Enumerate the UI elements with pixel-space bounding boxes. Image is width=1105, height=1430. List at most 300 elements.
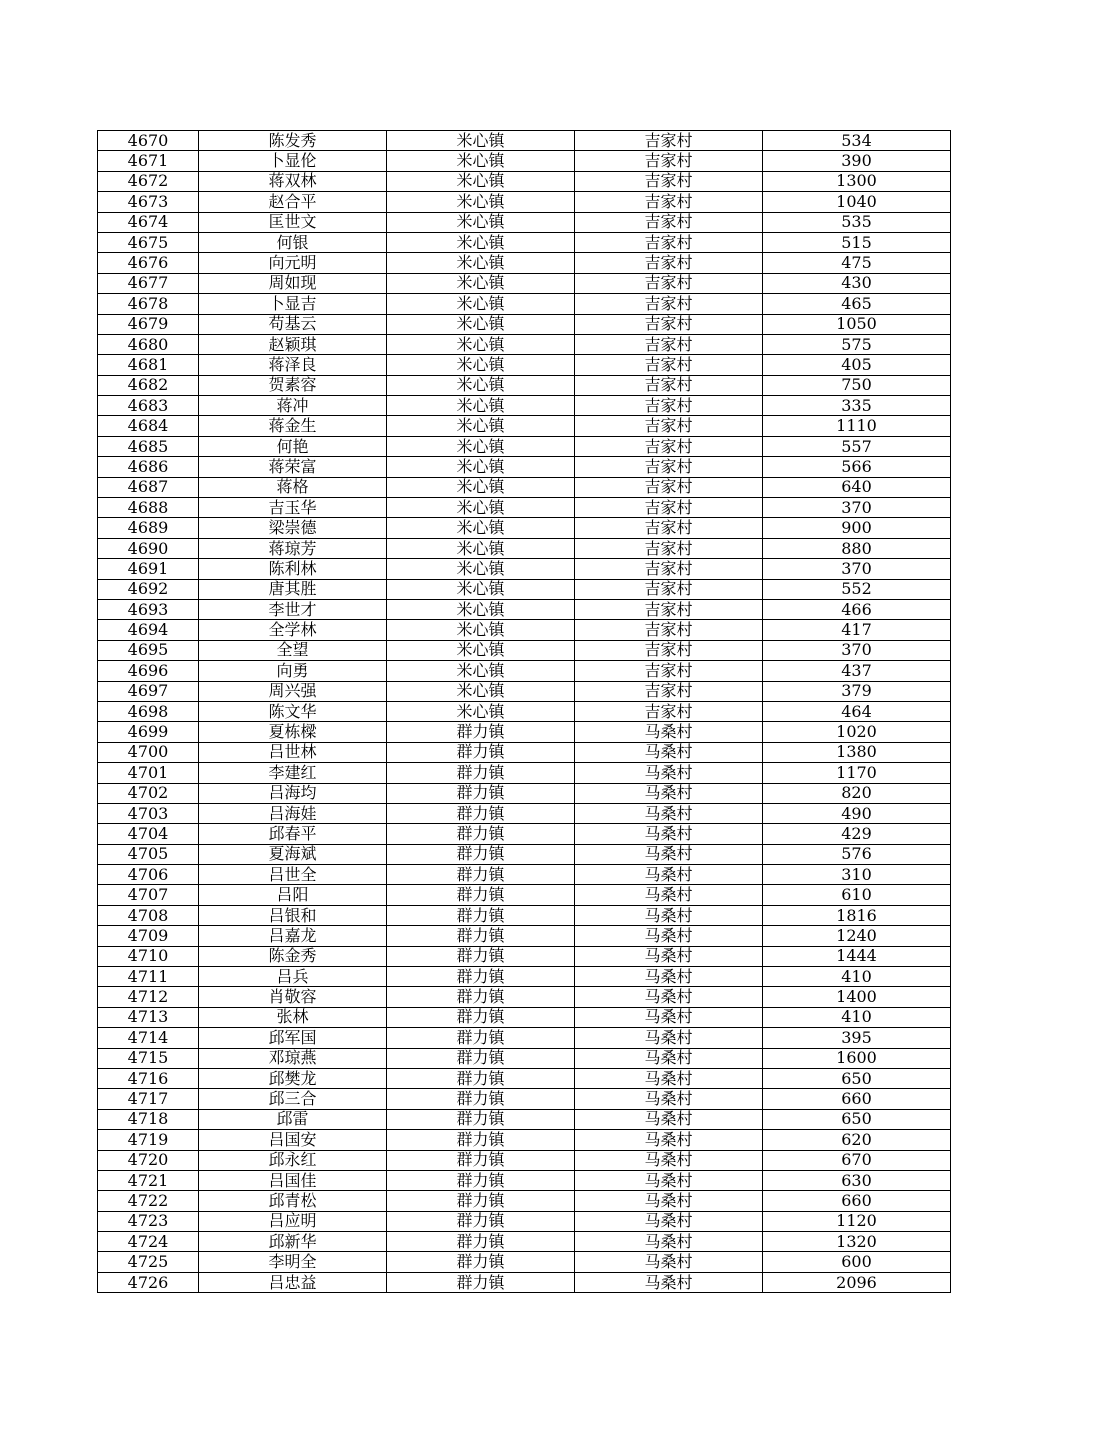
village-cell: 吉家村 <box>575 171 763 191</box>
table-row <box>98 885 951 905</box>
table-row <box>98 1211 951 1231</box>
village-cell: 马桑村 <box>575 1191 763 1211</box>
name-cell: 梁崇德 <box>199 518 387 538</box>
table-row <box>98 171 951 191</box>
row-number-cell: 4679 <box>98 314 199 334</box>
town-cell: 群力镇 <box>387 742 575 762</box>
amount-cell: 1320 <box>763 1232 951 1252</box>
row-number-cell: 4711 <box>98 967 199 987</box>
amount-cell: 405 <box>763 355 951 375</box>
amount-cell: 1300 <box>763 171 951 191</box>
town-cell: 米心镇 <box>387 253 575 273</box>
amount-cell: 490 <box>763 803 951 823</box>
town-cell: 群力镇 <box>387 1272 575 1292</box>
name-cell: 蒋琼芳 <box>199 538 387 558</box>
name-cell: 苟基云 <box>199 314 387 334</box>
village-cell: 吉家村 <box>575 436 763 456</box>
amount-cell: 410 <box>763 1007 951 1027</box>
village-cell: 吉家村 <box>575 559 763 579</box>
name-cell: 吕兵 <box>199 967 387 987</box>
row-number-cell: 4713 <box>98 1007 199 1027</box>
amount-cell: 750 <box>763 375 951 395</box>
row-number-cell: 4674 <box>98 212 199 232</box>
amount-cell: 410 <box>763 967 951 987</box>
amount-cell: 1050 <box>763 314 951 334</box>
row-number-cell: 4707 <box>98 885 199 905</box>
table-row <box>98 436 951 456</box>
town-cell: 米心镇 <box>387 457 575 477</box>
town-cell: 米心镇 <box>387 661 575 681</box>
row-number-cell: 4695 <box>98 640 199 660</box>
town-cell: 米心镇 <box>387 498 575 518</box>
town-cell: 群力镇 <box>387 763 575 783</box>
town-cell: 群力镇 <box>387 946 575 966</box>
amount-cell: 552 <box>763 579 951 599</box>
amount-cell: 880 <box>763 538 951 558</box>
amount-cell: 1020 <box>763 722 951 742</box>
row-number-cell: 4716 <box>98 1068 199 1088</box>
amount-cell: 557 <box>763 436 951 456</box>
amount-cell: 566 <box>763 457 951 477</box>
table-row <box>98 1130 951 1150</box>
row-number-cell: 4712 <box>98 987 199 1007</box>
town-cell: 米心镇 <box>387 294 575 314</box>
town-cell: 群力镇 <box>387 1028 575 1048</box>
amount-cell: 534 <box>763 131 951 151</box>
name-cell: 全望 <box>199 640 387 660</box>
row-number-cell: 4700 <box>98 742 199 762</box>
amount-cell: 390 <box>763 151 951 171</box>
town-cell: 米心镇 <box>387 538 575 558</box>
name-cell: 吕国安 <box>199 1130 387 1150</box>
village-cell: 马桑村 <box>575 844 763 864</box>
row-number-cell: 4682 <box>98 375 199 395</box>
name-cell: 吕世林 <box>199 742 387 762</box>
town-cell: 米心镇 <box>387 355 575 375</box>
row-number-cell: 4718 <box>98 1109 199 1129</box>
name-cell: 向勇 <box>199 661 387 681</box>
amount-cell: 515 <box>763 232 951 252</box>
row-number-cell: 4721 <box>98 1170 199 1190</box>
town-cell: 米心镇 <box>387 151 575 171</box>
village-cell: 马桑村 <box>575 926 763 946</box>
row-number-cell: 4719 <box>98 1130 199 1150</box>
row-number-cell: 4690 <box>98 538 199 558</box>
table-row <box>98 1048 951 1068</box>
name-cell: 张林 <box>199 1007 387 1027</box>
table-row <box>98 1028 951 1048</box>
row-number-cell: 4710 <box>98 946 199 966</box>
village-cell: 吉家村 <box>575 640 763 660</box>
table-row <box>98 294 951 314</box>
name-cell: 向元明 <box>199 253 387 273</box>
name-cell: 邱樊龙 <box>199 1068 387 1088</box>
name-cell: 吕嘉龙 <box>199 926 387 946</box>
town-cell: 群力镇 <box>387 1068 575 1088</box>
village-cell: 吉家村 <box>575 457 763 477</box>
name-cell: 陈利林 <box>199 559 387 579</box>
table-row <box>98 987 951 1007</box>
table-row <box>98 844 951 864</box>
town-cell: 米心镇 <box>387 396 575 416</box>
table-row <box>98 559 951 579</box>
village-cell: 马桑村 <box>575 763 763 783</box>
row-number-cell: 4688 <box>98 498 199 518</box>
table-row <box>98 1252 951 1272</box>
name-cell: 吕应明 <box>199 1211 387 1231</box>
row-number-cell: 4677 <box>98 273 199 293</box>
table-row <box>98 1007 951 1027</box>
amount-cell: 464 <box>763 701 951 721</box>
amount-cell: 1380 <box>763 742 951 762</box>
village-cell: 马桑村 <box>575 1272 763 1292</box>
amount-cell: 650 <box>763 1068 951 1088</box>
table-row <box>98 232 951 252</box>
table-row <box>98 457 951 477</box>
name-cell: 邱永红 <box>199 1150 387 1170</box>
town-cell: 群力镇 <box>387 1170 575 1190</box>
village-cell: 马桑村 <box>575 865 763 885</box>
town-cell: 群力镇 <box>387 885 575 905</box>
row-number-cell: 4723 <box>98 1211 199 1231</box>
amount-cell: 1170 <box>763 763 951 783</box>
town-cell: 群力镇 <box>387 1130 575 1150</box>
table-row <box>98 926 951 946</box>
village-cell: 马桑村 <box>575 885 763 905</box>
table-row <box>98 518 951 538</box>
name-cell: 赵合平 <box>199 192 387 212</box>
amount-cell: 1040 <box>763 192 951 212</box>
village-cell: 吉家村 <box>575 151 763 171</box>
name-cell: 夏海斌 <box>199 844 387 864</box>
town-cell: 群力镇 <box>387 865 575 885</box>
town-cell: 群力镇 <box>387 987 575 1007</box>
amount-cell: 630 <box>763 1170 951 1190</box>
row-number-cell: 4671 <box>98 151 199 171</box>
town-cell: 米心镇 <box>387 192 575 212</box>
table-row <box>98 579 951 599</box>
village-cell: 吉家村 <box>575 294 763 314</box>
amount-cell: 1240 <box>763 926 951 946</box>
village-cell: 吉家村 <box>575 620 763 640</box>
name-cell: 匡世文 <box>199 212 387 232</box>
name-cell: 邱雷 <box>199 1109 387 1129</box>
amount-cell: 2096 <box>763 1272 951 1292</box>
amount-cell: 650 <box>763 1109 951 1129</box>
row-number-cell: 4675 <box>98 232 199 252</box>
table-row <box>98 1150 951 1170</box>
name-cell: 邓琼燕 <box>199 1048 387 1068</box>
row-number-cell: 4717 <box>98 1089 199 1109</box>
amount-cell: 437 <box>763 661 951 681</box>
row-number-cell: 4714 <box>98 1028 199 1048</box>
name-cell: 夏栋樑 <box>199 722 387 742</box>
row-number-cell: 4689 <box>98 518 199 538</box>
row-number-cell: 4702 <box>98 783 199 803</box>
town-cell: 群力镇 <box>387 783 575 803</box>
town-cell: 米心镇 <box>387 599 575 619</box>
village-cell: 马桑村 <box>575 1232 763 1252</box>
name-cell: 卜显吉 <box>199 294 387 314</box>
row-number-cell: 4673 <box>98 192 199 212</box>
table-row <box>98 824 951 844</box>
row-number-cell: 4708 <box>98 905 199 925</box>
name-cell: 吉玉华 <box>199 498 387 518</box>
town-cell: 群力镇 <box>387 1252 575 1272</box>
table-row <box>98 1272 951 1292</box>
table-row <box>98 396 951 416</box>
village-cell: 吉家村 <box>575 334 763 354</box>
row-number-cell: 4681 <box>98 355 199 375</box>
village-cell: 马桑村 <box>575 1028 763 1048</box>
row-number-cell: 4670 <box>98 131 199 151</box>
name-cell: 全学林 <box>199 620 387 640</box>
village-cell: 马桑村 <box>575 1130 763 1150</box>
name-cell: 蒋双林 <box>199 171 387 191</box>
amount-cell: 820 <box>763 783 951 803</box>
name-cell: 吕银和 <box>199 905 387 925</box>
village-cell: 马桑村 <box>575 783 763 803</box>
village-cell: 马桑村 <box>575 1109 763 1129</box>
table-row <box>98 763 951 783</box>
table-row <box>98 803 951 823</box>
village-cell: 马桑村 <box>575 1252 763 1272</box>
name-cell: 蒋荣富 <box>199 457 387 477</box>
name-cell: 陈文华 <box>199 701 387 721</box>
town-cell: 米心镇 <box>387 518 575 538</box>
row-number-cell: 4692 <box>98 579 199 599</box>
amount-cell: 670 <box>763 1150 951 1170</box>
table-row <box>98 212 951 232</box>
name-cell: 李建红 <box>199 763 387 783</box>
village-cell: 吉家村 <box>575 375 763 395</box>
table-row <box>98 946 951 966</box>
amount-cell: 535 <box>763 212 951 232</box>
amount-cell: 310 <box>763 865 951 885</box>
town-cell: 群力镇 <box>387 1048 575 1068</box>
name-cell: 蒋金生 <box>199 416 387 436</box>
village-cell: 吉家村 <box>575 314 763 334</box>
amount-cell: 576 <box>763 844 951 864</box>
table-row <box>98 355 951 375</box>
village-cell: 马桑村 <box>575 1048 763 1068</box>
town-cell: 群力镇 <box>387 967 575 987</box>
table-row <box>98 865 951 885</box>
table-row <box>98 722 951 742</box>
town-cell: 群力镇 <box>387 1232 575 1252</box>
village-cell: 马桑村 <box>575 987 763 1007</box>
row-number-cell: 4698 <box>98 701 199 721</box>
row-number-cell: 4691 <box>98 559 199 579</box>
row-number-cell: 4687 <box>98 477 199 497</box>
name-cell: 李明全 <box>199 1252 387 1272</box>
row-number-cell: 4709 <box>98 926 199 946</box>
table-row <box>98 967 951 987</box>
name-cell: 蒋冲 <box>199 396 387 416</box>
table-row <box>98 1170 951 1190</box>
village-cell: 吉家村 <box>575 579 763 599</box>
name-cell: 吕阳 <box>199 885 387 905</box>
row-number-cell: 4683 <box>98 396 199 416</box>
table-row <box>98 599 951 619</box>
name-cell: 吕海均 <box>199 783 387 803</box>
row-number-cell: 4703 <box>98 803 199 823</box>
table-row <box>98 151 951 171</box>
amount-cell: 620 <box>763 1130 951 1150</box>
village-cell: 马桑村 <box>575 1150 763 1170</box>
town-cell: 米心镇 <box>387 171 575 191</box>
village-cell: 吉家村 <box>575 192 763 212</box>
amount-cell: 660 <box>763 1191 951 1211</box>
name-cell: 卜显伦 <box>199 151 387 171</box>
amount-cell: 335 <box>763 396 951 416</box>
table-row <box>98 375 951 395</box>
town-cell: 米心镇 <box>387 701 575 721</box>
town-cell: 米心镇 <box>387 131 575 151</box>
village-cell: 马桑村 <box>575 1068 763 1088</box>
name-cell: 肖敬容 <box>199 987 387 1007</box>
village-cell: 吉家村 <box>575 498 763 518</box>
table-row <box>98 1191 951 1211</box>
town-cell: 米心镇 <box>387 232 575 252</box>
village-cell: 马桑村 <box>575 722 763 742</box>
table-row <box>98 620 951 640</box>
village-cell: 马桑村 <box>575 1089 763 1109</box>
name-cell: 陈金秀 <box>199 946 387 966</box>
amount-cell: 475 <box>763 253 951 273</box>
row-number-cell: 4697 <box>98 681 199 701</box>
village-cell: 吉家村 <box>575 681 763 701</box>
table-row <box>98 1232 951 1252</box>
table-row <box>98 661 951 681</box>
name-cell: 蒋格 <box>199 477 387 497</box>
amount-cell: 1816 <box>763 905 951 925</box>
village-cell: 吉家村 <box>575 538 763 558</box>
name-cell: 周兴强 <box>199 681 387 701</box>
row-number-cell: 4696 <box>98 661 199 681</box>
table-row <box>98 681 951 701</box>
table-row <box>98 1068 951 1088</box>
amount-cell: 1600 <box>763 1048 951 1068</box>
table-row <box>98 538 951 558</box>
town-cell: 米心镇 <box>387 559 575 579</box>
row-number-cell: 4705 <box>98 844 199 864</box>
village-cell: 吉家村 <box>575 355 763 375</box>
row-number-cell: 4680 <box>98 334 199 354</box>
village-cell: 吉家村 <box>575 518 763 538</box>
name-cell: 吕世全 <box>199 865 387 885</box>
village-cell: 吉家村 <box>575 396 763 416</box>
amount-cell: 575 <box>763 334 951 354</box>
row-number-cell: 4684 <box>98 416 199 436</box>
row-number-cell: 4722 <box>98 1191 199 1211</box>
table-row <box>98 192 951 212</box>
name-cell: 邱青松 <box>199 1191 387 1211</box>
row-number-cell: 4701 <box>98 763 199 783</box>
town-cell: 米心镇 <box>387 375 575 395</box>
town-cell: 群力镇 <box>387 905 575 925</box>
town-cell: 米心镇 <box>387 620 575 640</box>
name-cell: 周如现 <box>199 273 387 293</box>
amount-cell: 417 <box>763 620 951 640</box>
town-cell: 米心镇 <box>387 273 575 293</box>
name-cell: 吕国佳 <box>199 1170 387 1190</box>
row-number-cell: 4678 <box>98 294 199 314</box>
table-row <box>98 783 951 803</box>
amount-cell: 429 <box>763 824 951 844</box>
amount-cell: 640 <box>763 477 951 497</box>
town-cell: 群力镇 <box>387 1150 575 1170</box>
town-cell: 米心镇 <box>387 681 575 701</box>
name-cell: 赵颖琪 <box>199 334 387 354</box>
data-table <box>97 130 951 1293</box>
row-number-cell: 4693 <box>98 599 199 619</box>
town-cell: 米心镇 <box>387 416 575 436</box>
village-cell: 吉家村 <box>575 416 763 436</box>
town-cell: 米心镇 <box>387 212 575 232</box>
village-cell: 吉家村 <box>575 661 763 681</box>
amount-cell: 660 <box>763 1089 951 1109</box>
village-cell: 吉家村 <box>575 212 763 232</box>
amount-cell: 1400 <box>763 987 951 1007</box>
town-cell: 群力镇 <box>387 824 575 844</box>
town-cell: 群力镇 <box>387 722 575 742</box>
village-cell: 马桑村 <box>575 1211 763 1231</box>
village-cell: 马桑村 <box>575 1170 763 1190</box>
table-row <box>98 1089 951 1109</box>
name-cell: 何艳 <box>199 436 387 456</box>
row-number-cell: 4686 <box>98 457 199 477</box>
name-cell: 邱新华 <box>199 1232 387 1252</box>
amount-cell: 900 <box>763 518 951 538</box>
amount-cell: 370 <box>763 559 951 579</box>
village-cell: 马桑村 <box>575 946 763 966</box>
village-cell: 马桑村 <box>575 742 763 762</box>
town-cell: 群力镇 <box>387 1191 575 1211</box>
row-number-cell: 4672 <box>98 171 199 191</box>
amount-cell: 610 <box>763 885 951 905</box>
row-number-cell: 4715 <box>98 1048 199 1068</box>
row-number-cell: 4726 <box>98 1272 199 1292</box>
town-cell: 米心镇 <box>387 436 575 456</box>
name-cell: 陈发秀 <box>199 131 387 151</box>
village-cell: 吉家村 <box>575 273 763 293</box>
town-cell: 群力镇 <box>387 844 575 864</box>
amount-cell: 1444 <box>763 946 951 966</box>
village-cell: 马桑村 <box>575 1007 763 1027</box>
town-cell: 米心镇 <box>387 640 575 660</box>
table-row <box>98 314 951 334</box>
village-cell: 吉家村 <box>575 599 763 619</box>
row-number-cell: 4694 <box>98 620 199 640</box>
table-row <box>98 498 951 518</box>
town-cell: 群力镇 <box>387 1007 575 1027</box>
row-number-cell: 4724 <box>98 1232 199 1252</box>
village-cell: 吉家村 <box>575 232 763 252</box>
village-cell: 马桑村 <box>575 905 763 925</box>
row-number-cell: 4676 <box>98 253 199 273</box>
amount-cell: 370 <box>763 640 951 660</box>
table-row <box>98 905 951 925</box>
name-cell: 唐其胜 <box>199 579 387 599</box>
name-cell: 李世才 <box>199 599 387 619</box>
amount-cell: 1110 <box>763 416 951 436</box>
table-row <box>98 273 951 293</box>
table-row <box>98 640 951 660</box>
name-cell: 邱春平 <box>199 824 387 844</box>
town-cell: 群力镇 <box>387 926 575 946</box>
village-cell: 马桑村 <box>575 803 763 823</box>
